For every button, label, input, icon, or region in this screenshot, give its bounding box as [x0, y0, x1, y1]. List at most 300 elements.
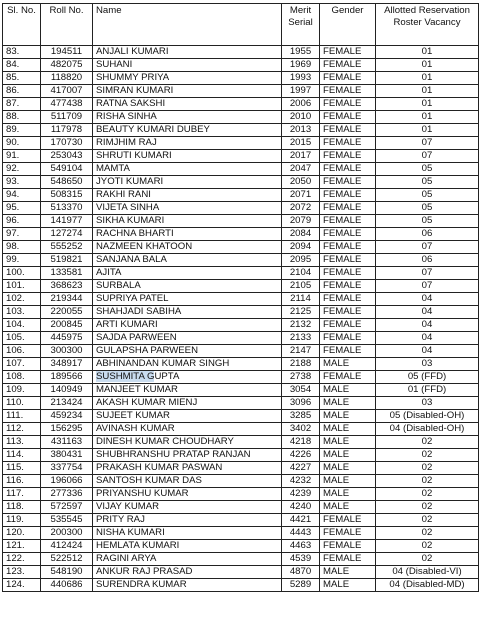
table-row: [3, 228, 479, 241]
cell-vacancy: 02: [376, 475, 479, 488]
cell-merit-serial: 2104: [282, 267, 320, 280]
cell-sl-no: 92.: [3, 163, 41, 176]
table-row: [3, 59, 479, 72]
table-row: [3, 449, 479, 462]
cell-vacancy: 06: [376, 254, 479, 267]
table-row: [3, 566, 479, 579]
cell-gender: FEMALE: [320, 254, 376, 267]
cell-roll-no: 141977: [41, 215, 93, 228]
table-row: [3, 345, 479, 358]
cell-sl-no: 117.: [3, 488, 41, 501]
cell-gender: FEMALE: [320, 189, 376, 202]
cell-gender: MALE: [320, 410, 376, 423]
cell-name: PRIYANSHU KUMAR: [93, 488, 282, 501]
cell-merit-serial: 2010: [282, 111, 320, 124]
cell-name: JYOTI KUMARI: [93, 176, 282, 189]
cell-merit-serial: 2079: [282, 215, 320, 228]
cell-sl-no: 124.: [3, 579, 41, 592]
table-row: [3, 137, 479, 150]
cell-roll-no: 170730: [41, 137, 93, 150]
table-row: [3, 254, 479, 267]
cell-roll-no: 200300: [41, 527, 93, 540]
cell-sl-no: 116.: [3, 475, 41, 488]
cell-vacancy: 07: [376, 241, 479, 254]
cell-gender: MALE: [320, 397, 376, 410]
cell-merit-serial: 3402: [282, 423, 320, 436]
cell-sl-no: 123.: [3, 566, 41, 579]
cell-sl-no: 83.: [3, 46, 41, 59]
cell-sl-no: 94.: [3, 189, 41, 202]
table-row: [3, 176, 479, 189]
cell-gender: FEMALE: [320, 319, 376, 332]
cell-roll-no: 127274: [41, 228, 93, 241]
cell-sl-no: 115.: [3, 462, 41, 475]
highlighted-text: SUSHMITA G: [96, 371, 155, 382]
cell-vacancy: 04: [376, 293, 479, 306]
cell-merit-serial: 2147: [282, 345, 320, 358]
cell-vacancy: 07: [376, 137, 479, 150]
cell-merit-serial: 2006: [282, 98, 320, 111]
cell-name: GULAPSHA PARWEEN: [93, 345, 282, 358]
table-row: [3, 332, 479, 345]
table-row: [3, 267, 479, 280]
cell-vacancy: 05: [376, 176, 479, 189]
table-row: [3, 72, 479, 85]
cell-sl-no: 114.: [3, 449, 41, 462]
cell-roll-no: 519821: [41, 254, 93, 267]
cell-vacancy: 05: [376, 202, 479, 215]
table-row: [3, 241, 479, 254]
cell-sl-no: 110.: [3, 397, 41, 410]
cell-vacancy: 05: [376, 215, 479, 228]
cell-name: RAKHI RANI: [93, 189, 282, 202]
cell-merit-serial: 1955: [282, 46, 320, 59]
cell-gender: FEMALE: [320, 293, 376, 306]
cell-name: ABHINANDAN KUMAR SINGH: [93, 358, 282, 371]
cell-gender: MALE: [320, 358, 376, 371]
cell-sl-no: 97.: [3, 228, 41, 241]
cell-roll-no: 200845: [41, 319, 93, 332]
cell-name: RACHNA BHARTI: [93, 228, 282, 241]
cell-vacancy: 02: [376, 514, 479, 527]
cell-merit-serial: 2133: [282, 332, 320, 345]
table-row: [3, 124, 479, 137]
cell-roll-no: 156295: [41, 423, 93, 436]
cell-roll-no: 348917: [41, 358, 93, 371]
cell-sl-no: 107.: [3, 358, 41, 371]
cell-vacancy: 04 (Disabled-MD): [376, 579, 479, 592]
cell-gender: FEMALE: [320, 332, 376, 345]
cell-roll-no: 555252: [41, 241, 93, 254]
table-row: [3, 280, 479, 293]
cell-roll-no: 196066: [41, 475, 93, 488]
cell-gender: MALE: [320, 462, 376, 475]
cell-vacancy: 02: [376, 488, 479, 501]
table-row: [3, 306, 479, 319]
cell-sl-no: 85.: [3, 72, 41, 85]
cell-gender: FEMALE: [320, 176, 376, 189]
table-row: [3, 540, 479, 553]
header-allotted-vacancy: Allotted Reservation Roster Vacancy: [376, 4, 479, 46]
table-row: [3, 397, 479, 410]
cell-vacancy: 05 (FFD): [376, 371, 479, 384]
cell-name: SIMRAN KUMARI: [93, 85, 282, 98]
header-name: Name: [93, 4, 282, 46]
cell-roll-no: 417007: [41, 85, 93, 98]
table-row: [3, 423, 479, 436]
cell-vacancy: 02: [376, 553, 479, 566]
cell-vacancy: 07: [376, 280, 479, 293]
cell-sl-no: 113.: [3, 436, 41, 449]
cell-gender: FEMALE: [320, 150, 376, 163]
cell-roll-no: 253043: [41, 150, 93, 163]
table-row: [3, 527, 479, 540]
cell-sl-no: 84.: [3, 59, 41, 72]
table-row: [3, 410, 479, 423]
cell-gender: FEMALE: [320, 345, 376, 358]
cell-roll-no: 477438: [41, 98, 93, 111]
table-row: [3, 579, 479, 592]
cell-sl-no: 104.: [3, 319, 41, 332]
cell-vacancy: 02: [376, 436, 479, 449]
cell-gender: MALE: [320, 501, 376, 514]
cell-gender: FEMALE: [320, 111, 376, 124]
table-row: [3, 501, 479, 514]
cell-name: DINESH KUMAR CHOUDHARY: [93, 436, 282, 449]
cell-merit-serial: 2188: [282, 358, 320, 371]
cell-merit-serial: 2114: [282, 293, 320, 306]
cell-name: NISHA KUMARI: [93, 527, 282, 540]
cell-roll-no: 511709: [41, 111, 93, 124]
cell-gender: MALE: [320, 384, 376, 397]
header-sl-no: Sl. No.: [3, 4, 41, 46]
cell-merit-serial: 5289: [282, 579, 320, 592]
cell-gender: FEMALE: [320, 280, 376, 293]
cell-gender: FEMALE: [320, 98, 376, 111]
cell-gender: FEMALE: [320, 371, 376, 384]
cell-name: SUJEET KUMAR: [93, 410, 282, 423]
cell-sl-no: 121.: [3, 540, 41, 553]
cell-sl-no: 103.: [3, 306, 41, 319]
cell-vacancy: 01: [376, 85, 479, 98]
cell-name: SUPRIYA PATEL: [93, 293, 282, 306]
cell-merit-serial: 1969: [282, 59, 320, 72]
cell-name: AVINASH KUMAR: [93, 423, 282, 436]
cell-merit-serial: 2071: [282, 189, 320, 202]
table-row: [3, 85, 479, 98]
cell-roll-no: 133581: [41, 267, 93, 280]
cell-roll-no: 445975: [41, 332, 93, 345]
cell-roll-no: 380431: [41, 449, 93, 462]
cell-sl-no: 87.: [3, 98, 41, 111]
cell-sl-no: 112.: [3, 423, 41, 436]
cell-sl-no: 120.: [3, 527, 41, 540]
cell-gender: FEMALE: [320, 241, 376, 254]
table-row: [3, 371, 479, 384]
cell-sl-no: 86.: [3, 85, 41, 98]
cell-roll-no: 513370: [41, 202, 93, 215]
cell-merit-serial: 4421: [282, 514, 320, 527]
cell-name: MANJEET KUMAR: [93, 384, 282, 397]
cell-roll-no: 277336: [41, 488, 93, 501]
cell-vacancy: 05: [376, 189, 479, 202]
table-row: [3, 189, 479, 202]
cell-gender: FEMALE: [320, 163, 376, 176]
cell-gender: FEMALE: [320, 306, 376, 319]
table-row: [3, 488, 479, 501]
cell-vacancy: 04: [376, 306, 479, 319]
cell-name: PRITY RAJ: [93, 514, 282, 527]
cell-sl-no: 118.: [3, 501, 41, 514]
cell-merit-serial: 2125: [282, 306, 320, 319]
cell-merit-serial: 2105: [282, 280, 320, 293]
cell-merit-serial: 2095: [282, 254, 320, 267]
cell-sl-no: 122.: [3, 553, 41, 566]
table-row: [3, 358, 479, 371]
header-roll-no: Roll No.: [41, 4, 93, 46]
cell-gender: FEMALE: [320, 59, 376, 72]
cell-roll-no: 213424: [41, 397, 93, 410]
table-header-row: [3, 4, 479, 46]
cell-gender: MALE: [320, 579, 376, 592]
cell-gender: FEMALE: [320, 85, 376, 98]
cell-merit-serial: 4232: [282, 475, 320, 488]
cell-name: SHAHJADI SABIHA: [93, 306, 282, 319]
cell-sl-no: 102.: [3, 293, 41, 306]
cell-gender: MALE: [320, 566, 376, 579]
cell-merit-serial: 4443: [282, 527, 320, 540]
cell-merit-serial: 2084: [282, 228, 320, 241]
cell-vacancy: 04: [376, 345, 479, 358]
cell-sl-no: 105.: [3, 332, 41, 345]
cell-name: SANTOSH KUMAR DAS: [93, 475, 282, 488]
cell-vacancy: 03: [376, 358, 479, 371]
cell-roll-no: 118820: [41, 72, 93, 85]
cell-sl-no: 109.: [3, 384, 41, 397]
cell-name: AKASH KUMAR MIENJ: [93, 397, 282, 410]
cell-roll-no: 572597: [41, 501, 93, 514]
cell-vacancy: 01: [376, 46, 479, 59]
cell-name: ANKUR RAJ PRASAD: [93, 566, 282, 579]
cell-name: NAZMEEN KHATOON: [93, 241, 282, 254]
table-row: [3, 319, 479, 332]
cell-merit-serial: 4539: [282, 553, 320, 566]
cell-vacancy: 03: [376, 397, 479, 410]
cell-name: RAGINI ARYA: [93, 553, 282, 566]
cell-gender: FEMALE: [320, 267, 376, 280]
cell-name: SHUBHRANSHU PRATAP RANJAN: [93, 449, 282, 462]
cell-vacancy: 01: [376, 72, 479, 85]
cell-gender: FEMALE: [320, 202, 376, 215]
cell-sl-no: 95.: [3, 202, 41, 215]
cell-sl-no: 90.: [3, 137, 41, 150]
cell-merit-serial: 2072: [282, 202, 320, 215]
table-row: [3, 163, 479, 176]
cell-vacancy: 02: [376, 540, 479, 553]
cell-vacancy: 04 (Disabled-VI): [376, 566, 479, 579]
cell-roll-no: 300300: [41, 345, 93, 358]
cell-vacancy: 04 (Disabled-OH): [376, 423, 479, 436]
cell-vacancy: 04: [376, 332, 479, 345]
cell-vacancy: 02: [376, 501, 479, 514]
cell-merit-serial: 3096: [282, 397, 320, 410]
cell-merit-serial: 2094: [282, 241, 320, 254]
cell-sl-no: 111.: [3, 410, 41, 423]
cell-name: AJITA: [93, 267, 282, 280]
cell-gender: MALE: [320, 449, 376, 462]
cell-vacancy: 01: [376, 98, 479, 111]
cell-vacancy: 05 (Disabled-OH): [376, 410, 479, 423]
table-row: [3, 98, 479, 111]
cell-merit-serial: 2132: [282, 319, 320, 332]
table-row: [3, 462, 479, 475]
table-row: [3, 202, 479, 215]
cell-merit-serial: 4227: [282, 462, 320, 475]
cell-merit-serial: 2047: [282, 163, 320, 176]
cell-gender: MALE: [320, 436, 376, 449]
cell-vacancy: 01: [376, 124, 479, 137]
cell-vacancy: 07: [376, 267, 479, 280]
cell-vacancy: 04: [376, 319, 479, 332]
cell-merit-serial: 4239: [282, 488, 320, 501]
cell-roll-no: 117978: [41, 124, 93, 137]
cell-name: ANJALI KUMARI: [93, 46, 282, 59]
cell-sl-no: 108.: [3, 371, 41, 384]
cell-gender: FEMALE: [320, 527, 376, 540]
cell-name: BEAUTY KUMARI DUBEY: [93, 124, 282, 137]
cell-sl-no: 106.: [3, 345, 41, 358]
cell-name: MAMTA: [93, 163, 282, 176]
cell-gender: FEMALE: [320, 124, 376, 137]
cell-gender: FEMALE: [320, 228, 376, 241]
cell-merit-serial: 1993: [282, 72, 320, 85]
cell-sl-no: 91.: [3, 150, 41, 163]
cell-sl-no: 100.: [3, 267, 41, 280]
cell-roll-no: 482075: [41, 59, 93, 72]
cell-merit-serial: 2738: [282, 371, 320, 384]
cell-roll-no: 412424: [41, 540, 93, 553]
cell-gender: FEMALE: [320, 553, 376, 566]
table-row: [3, 384, 479, 397]
cell-roll-no: 140949: [41, 384, 93, 397]
cell-name: RATNA SAKSHI: [93, 98, 282, 111]
cell-sl-no: 88.: [3, 111, 41, 124]
cell-gender: FEMALE: [320, 72, 376, 85]
cell-gender: FEMALE: [320, 514, 376, 527]
cell-sl-no: 89.: [3, 124, 41, 137]
cell-merit-serial: 1997: [282, 85, 320, 98]
cell-gender: FEMALE: [320, 46, 376, 59]
cell-roll-no: 522512: [41, 553, 93, 566]
cell-roll-no: 548650: [41, 176, 93, 189]
cell-vacancy: 05: [376, 163, 479, 176]
cell-roll-no: 431163: [41, 436, 93, 449]
table-row: [3, 111, 479, 124]
cell-merit-serial: 4226: [282, 449, 320, 462]
cell-roll-no: 508315: [41, 189, 93, 202]
table-body: [3, 46, 479, 592]
cell-merit-serial: 4463: [282, 540, 320, 553]
table-row: [3, 46, 479, 59]
cell-vacancy: 01 (FFD): [376, 384, 479, 397]
cell-vacancy: 02: [376, 462, 479, 475]
header-gender: Gender: [320, 4, 376, 46]
cell-vacancy: 02: [376, 449, 479, 462]
cell-vacancy: 06: [376, 228, 479, 241]
cell-name: [93, 371, 282, 384]
cell-name: SIKHA KUMARI: [93, 215, 282, 228]
cell-sl-no: 98.: [3, 241, 41, 254]
cell-merit-serial: 2050: [282, 176, 320, 189]
table-row: [3, 293, 479, 306]
cell-merit-serial: 4218: [282, 436, 320, 449]
cell-roll-no: 535545: [41, 514, 93, 527]
cell-merit-serial: 3285: [282, 410, 320, 423]
cell-roll-no: 548190: [41, 566, 93, 579]
table-row: [3, 553, 479, 566]
cell-vacancy: 07: [376, 150, 479, 163]
cell-sl-no: 93.: [3, 176, 41, 189]
name-rest-text: UPTA: [154, 371, 180, 382]
cell-name: SHUMMY PRIYA: [93, 72, 282, 85]
cell-name: VIJAY KUMAR: [93, 501, 282, 514]
cell-vacancy: 01: [376, 111, 479, 124]
cell-merit-serial: 2013: [282, 124, 320, 137]
cell-vacancy: 02: [376, 527, 479, 540]
cell-roll-no: 459234: [41, 410, 93, 423]
header-merit-serial: Merit Serial: [282, 4, 320, 46]
cell-roll-no: 219344: [41, 293, 93, 306]
cell-name: ARTI KUMARI: [93, 319, 282, 332]
cell-gender: MALE: [320, 475, 376, 488]
merit-list-table: [2, 3, 479, 592]
cell-roll-no: 194511: [41, 46, 93, 59]
cell-roll-no: 549104: [41, 163, 93, 176]
cell-name: SHRUTI KUMARI: [93, 150, 282, 163]
cell-name: VIJETA SINHA: [93, 202, 282, 215]
cell-name: RISHA SINHA: [93, 111, 282, 124]
cell-vacancy: 01: [376, 59, 479, 72]
cell-gender: MALE: [320, 423, 376, 436]
cell-gender: FEMALE: [320, 540, 376, 553]
cell-merit-serial: 2015: [282, 137, 320, 150]
table-row: [3, 514, 479, 527]
cell-roll-no: 189566: [41, 371, 93, 384]
cell-merit-serial: 2017: [282, 150, 320, 163]
cell-roll-no: 337754: [41, 462, 93, 475]
cell-name: PRAKASH KUMAR PASWAN: [93, 462, 282, 475]
cell-name: RIMJHIM RAJ: [93, 137, 282, 150]
cell-roll-no: 440686: [41, 579, 93, 592]
cell-gender: FEMALE: [320, 215, 376, 228]
cell-sl-no: 96.: [3, 215, 41, 228]
cell-roll-no: 368623: [41, 280, 93, 293]
cell-name: SANJANA BALA: [93, 254, 282, 267]
cell-name: SURENDRA KUMAR: [93, 579, 282, 592]
cell-name: SUHANI: [93, 59, 282, 72]
cell-sl-no: 119.: [3, 514, 41, 527]
cell-sl-no: 99.: [3, 254, 41, 267]
cell-merit-serial: 3054: [282, 384, 320, 397]
table-row: [3, 150, 479, 163]
cell-name: HEMLATA KUMARI: [93, 540, 282, 553]
table-row: [3, 475, 479, 488]
cell-gender: MALE: [320, 488, 376, 501]
table-row: [3, 215, 479, 228]
cell-merit-serial: 4240: [282, 501, 320, 514]
cell-sl-no: 101.: [3, 280, 41, 293]
cell-gender: FEMALE: [320, 137, 376, 150]
